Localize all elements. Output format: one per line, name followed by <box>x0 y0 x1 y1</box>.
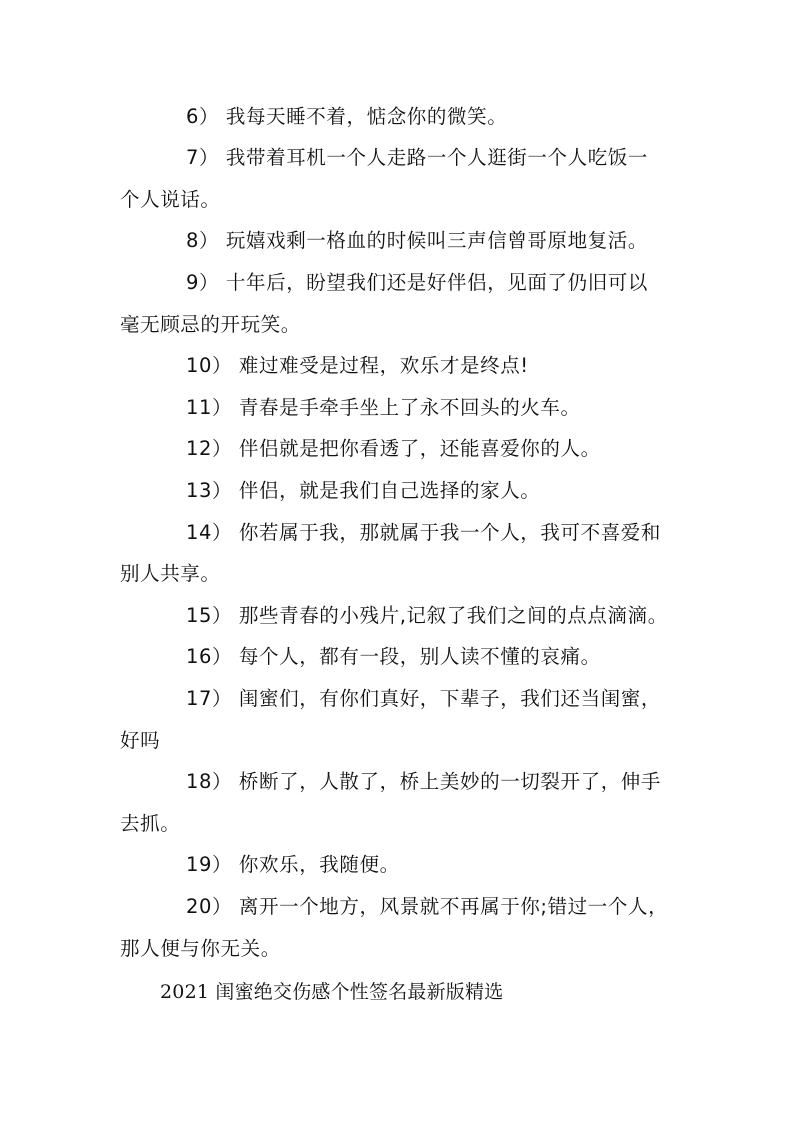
list-item-10: 10） 难过难受是过程，欢乐才是终点! <box>186 354 529 377</box>
section-title: 2021 闺蜜绝交伤感个性签名最新版精选 <box>160 981 504 1003</box>
list-item-9-continuation: 毫无顾忌的开玩笑。 <box>120 313 301 336</box>
list-item-7-continuation: 个人说话。 <box>120 188 221 211</box>
list-item-18: 18） 桥断了，人散了，桥上美妙的一切裂开了，伸手 <box>186 770 662 793</box>
list-item-17: 17） 闺蜜们，有你们真好，下辈子，我们还当闺蜜， <box>186 687 662 710</box>
list-item-7: 7） 我带着耳机一个人走路一个人逛街一个人吃饭一 <box>186 146 649 169</box>
list-item-18-continuation: 去抓。 <box>120 812 181 835</box>
list-item-15: 15） 那些青春的小残片,记叙了我们之间的点点滴滴。 <box>186 604 668 627</box>
list-item-11: 11） 青春是手牵手坐上了永不回头的火车。 <box>186 396 581 419</box>
list-item-17-continuation: 好吗 <box>120 729 161 752</box>
list-item-14-continuation: 别人共享。 <box>120 562 221 585</box>
list-item-9: 9） 十年后，盼望我们还是好伴侣，见面了仍旧可以 <box>186 271 649 294</box>
list-item-19: 19） 你欢乐，我随便。 <box>186 853 400 876</box>
list-item-20: 20） 离开一个地方，风景就不再属于你;错过一个人， <box>186 895 669 918</box>
list-item-16: 16） 每个人，都有一段，别人读不懂的哀痛。 <box>186 645 601 668</box>
list-item-6: 6） 我每天睡不着，惦念你的微笑。 <box>186 105 508 128</box>
list-item-13: 13） 伴侣，就是我们自己选择的家人。 <box>186 479 541 502</box>
list-item-8: 8） 玩嬉戏剩一格血的时候叫三声信曾哥原地复活。 <box>186 229 649 252</box>
list-item-12: 12） 伴侣就是把你看透了，还能喜爱你的人。 <box>186 437 601 460</box>
list-item-14: 14） 你若属于我，那就属于我一个人，我可不喜爱和 <box>186 521 662 544</box>
list-item-20-continuation: 那人便与你无关。 <box>120 937 281 960</box>
